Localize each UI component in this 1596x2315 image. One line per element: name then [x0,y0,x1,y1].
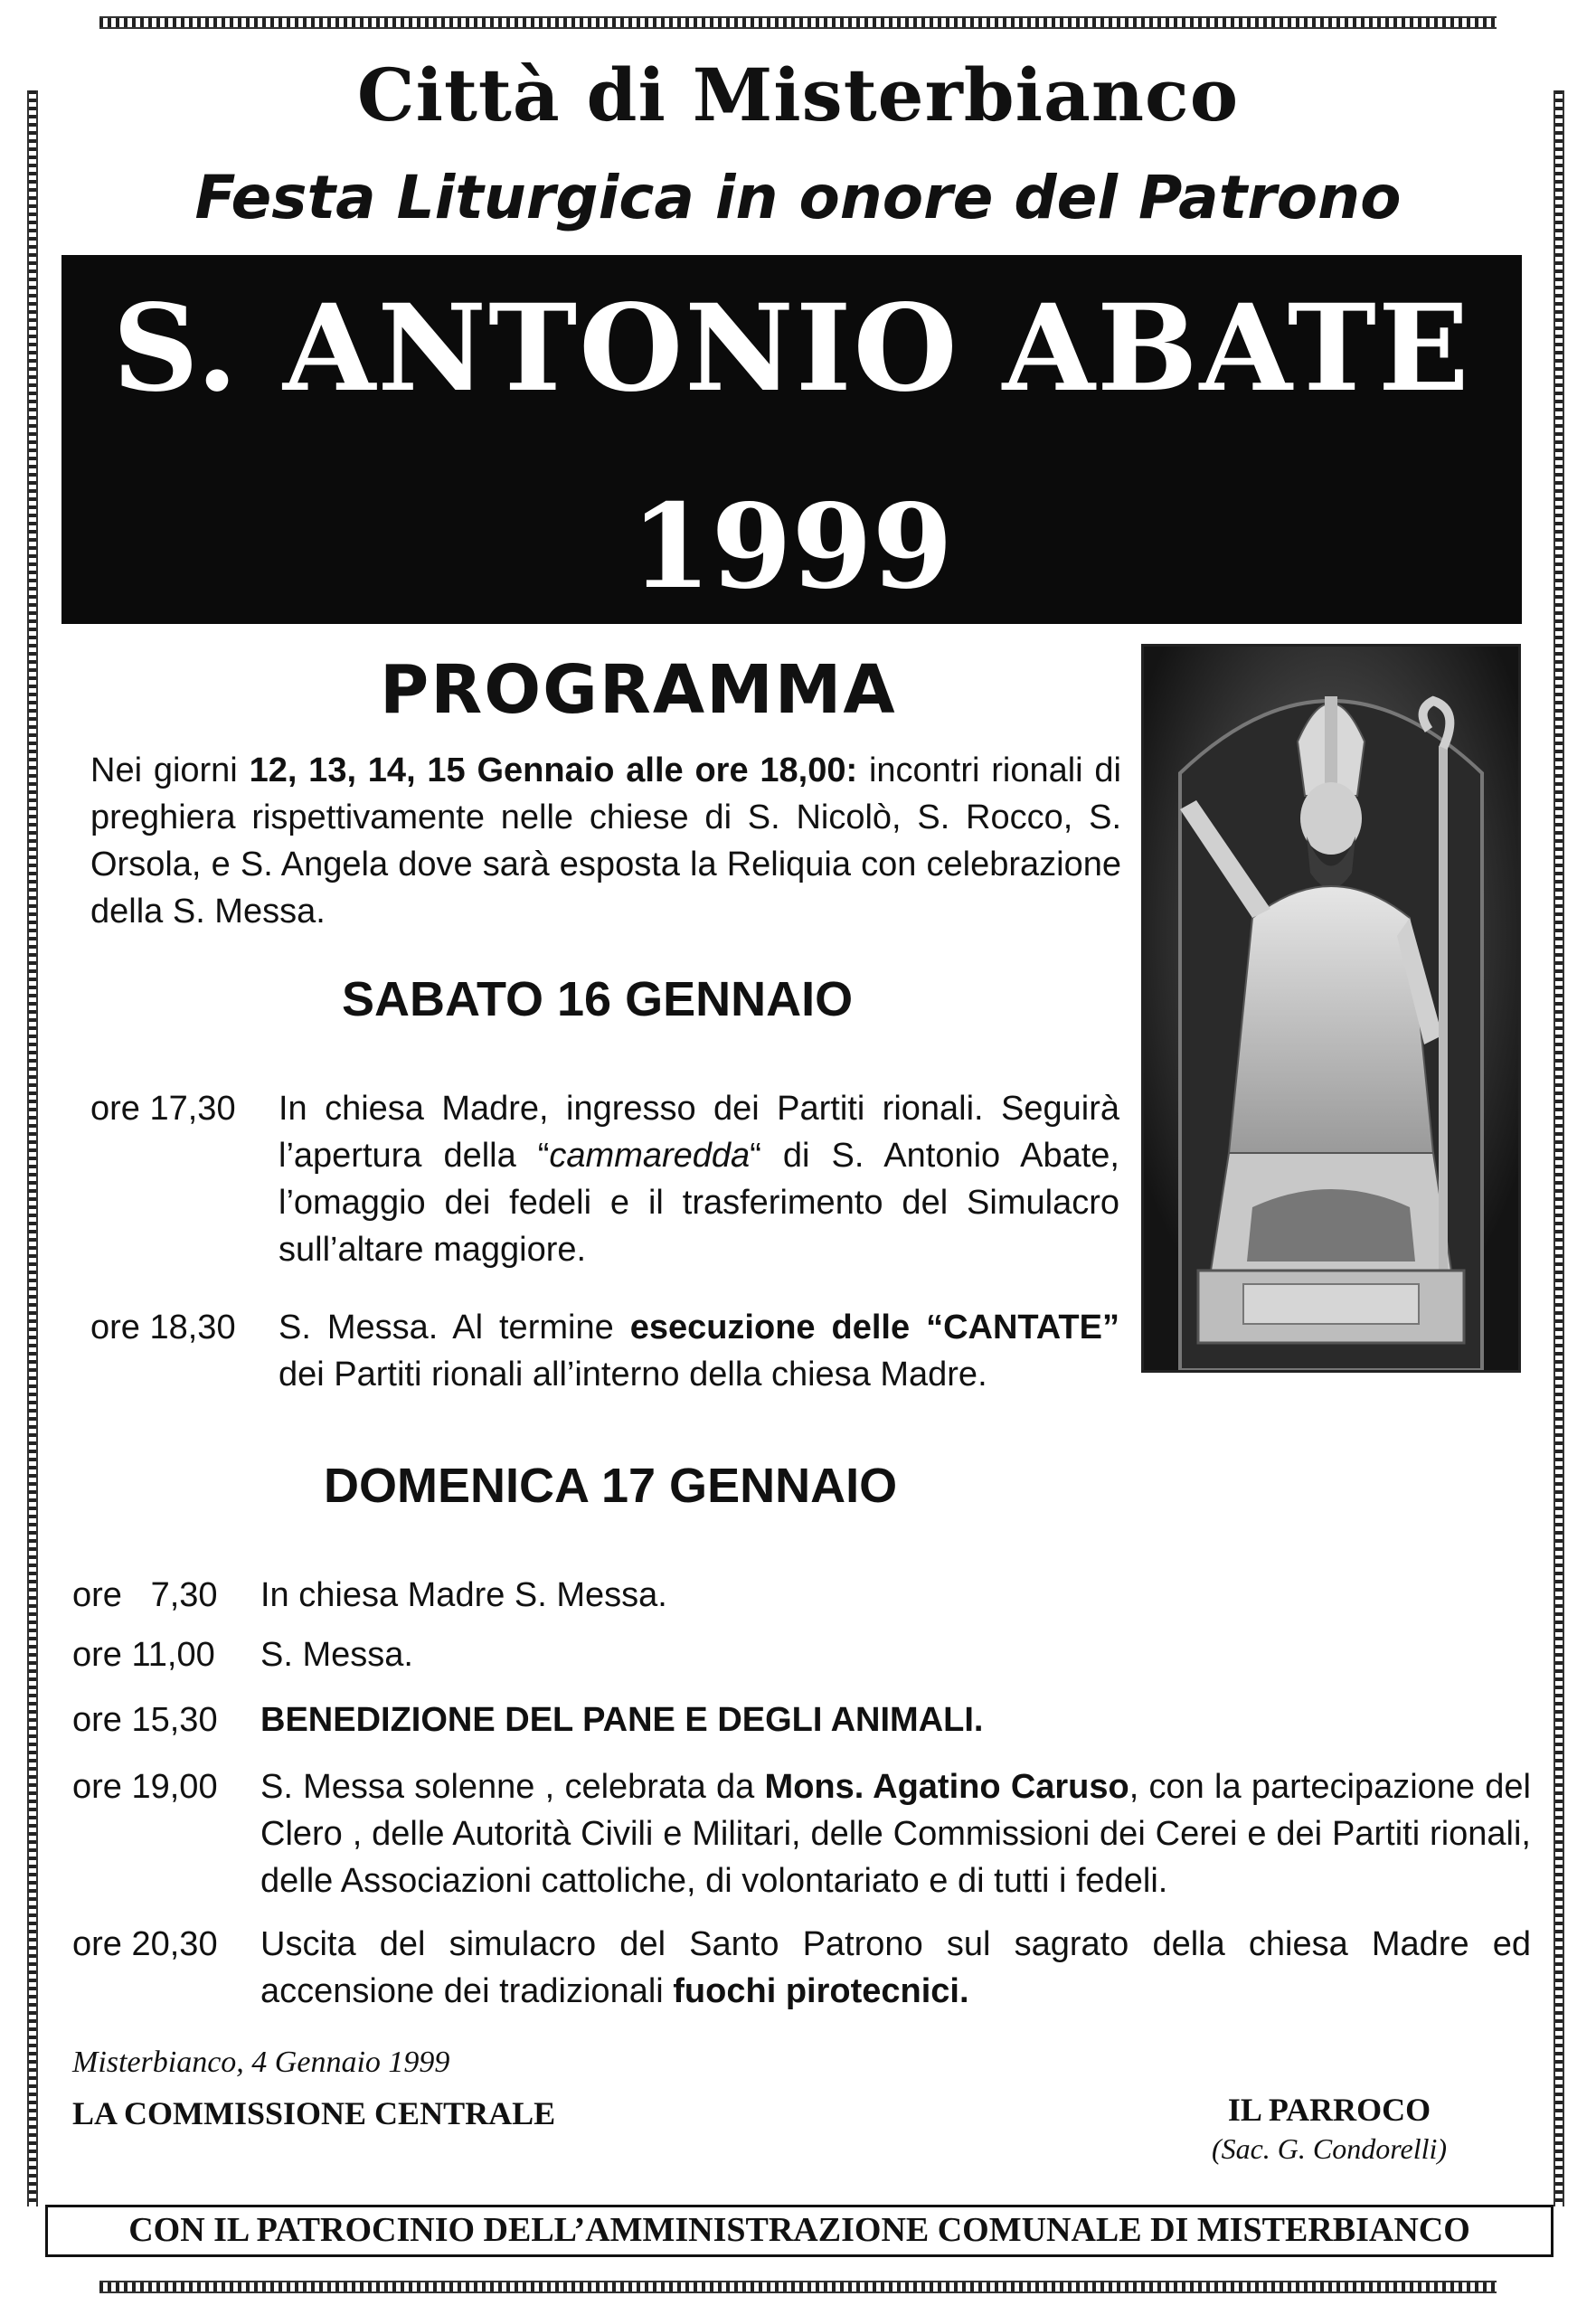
patrocinio-text: CON IL PATROCINIO DELL’AMMINISTRAZIONE COMUNALE DI MISTERBIANCO [128,2211,1470,2249]
domenica-time-1: ore 7,30 [72,1576,218,1614]
sabato-time-2: ore 18,30 [90,1309,236,1346]
sabato-event-1: In chiesa Madre, ingresso dei Partiti rionali. Seguirà l’apertura della “cammaredda“ di S. Antonio Abate, l’omaggio dei fedeli e il trasferimento del Simulacro sull’altare maggiore. [279,1090,1119,1269]
saint-statue-image [1141,644,1521,1373]
domenica-time-2: ore 11,00 [72,1636,215,1674]
domenica-event-3: BENEDIZIONE DEL PANE E DEGLI ANIMALI. [260,1701,984,1739]
parroco-signature: IL PARROCO [1227,2092,1431,2128]
domenica-time-3: ore 15,30 [72,1701,218,1739]
sabato-heading: SABATO 16 GENNAIO [342,972,854,1026]
commissione-signature: LA COMMISSIONE CENTRALE [72,2095,556,2131]
city-title: Città di Misterbianco [356,52,1240,137]
sabato-time-1: ore 17,30 [90,1090,236,1128]
right-border [1554,90,1564,2206]
programma-heading: PROGRAMMA [380,651,897,729]
left-border [27,90,38,2206]
top-border [99,16,1497,29]
year: 1999 [630,479,953,615]
festa-subtitle: Festa Liturgica in onore del Patrono [194,163,1402,232]
sabato-event-2: S. Messa. Al termine esecuzione delle “CANTATE” dei Partiti rionali all’interno della chiesa Madre. [279,1309,1119,1394]
domenica-event-4: S. Messa solenne , celebrata da Mons. Agatino Caruso, con la partecipazione del Clero , delle Autorità Civili e Militari, delle Commissioni dei Cerei e dei Partiti rionali, delle Associazioni cattoliche, di volontariato e di tutti i fedeli. [260,1768,1531,1900]
domenica-time-4: ore 19,00 [72,1768,218,1806]
intro-paragraph: Nei giorni 12, 13, 14, 15 Gennaio alle ore 18,00: incontri rionali di preghiera rispettivamente nelle chiese di S. Nicolò, S. Rocco, S. Orsola, e S. Angela dove sarà esposta la Reliquia con celebrazione della S. Messa. [90,751,1121,931]
saint-name: S. ANTONIO ABATE [112,279,1471,419]
domenica-time-5: ore 20,30 [72,1925,218,1963]
domenica-event-1: In chiesa Madre S. Messa. [260,1576,667,1614]
parroco-name: (Sac. G. Condorelli) [1211,2132,1448,2165]
domenica-event-2: S. Messa. [260,1636,413,1674]
domenica-event-5: Uscita del simulacro del Santo Patrono sul sagrato della chiesa Madre ed accensione dei tradizionali fuochi pirotecnici. [260,1925,1531,2010]
date-line: Misterbianco, 4 Gennaio 1999 [72,2046,450,2079]
bottom-border [99,2281,1497,2293]
domenica-heading: DOMENICA 17 GENNAIO [324,1459,898,1513]
